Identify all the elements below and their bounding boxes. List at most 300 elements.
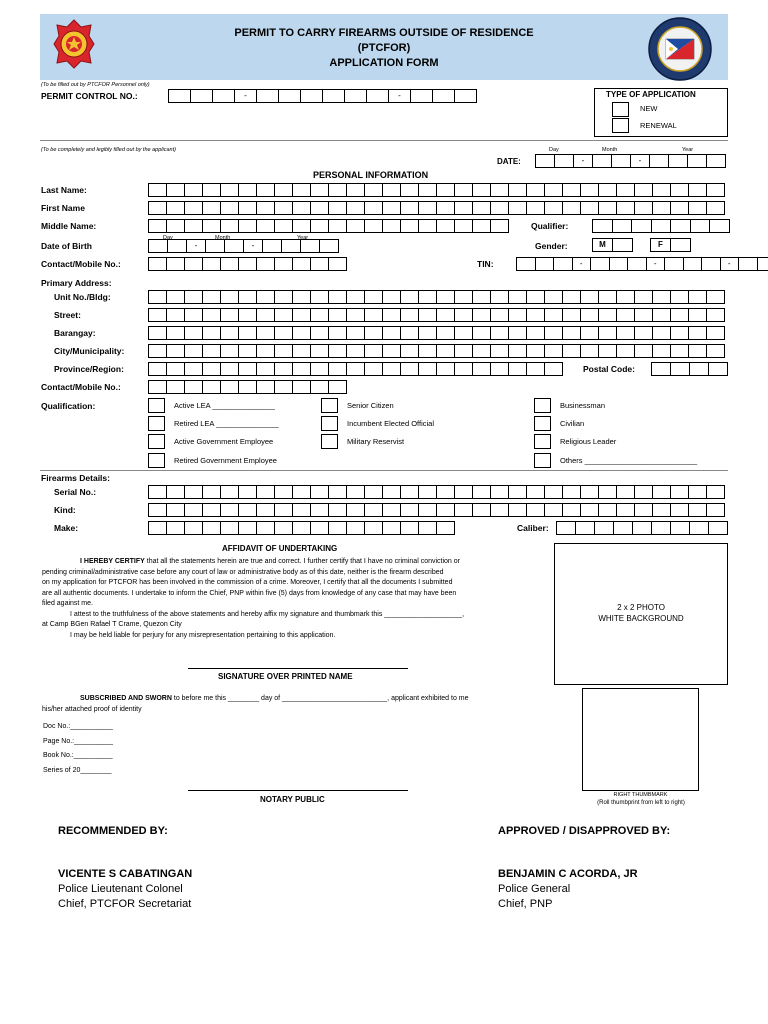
kind-boxes[interactable] [148,503,725,517]
char-box[interactable] [239,257,257,271]
char-box[interactable] [455,308,473,322]
char-box[interactable] [257,308,275,322]
char-box[interactable] [365,183,383,197]
gender-male-box[interactable] [592,238,633,252]
char-box[interactable] [401,290,419,304]
char-box[interactable] [671,219,691,233]
char-box[interactable] [185,344,203,358]
char-box[interactable] [329,290,347,304]
char-box[interactable] [419,485,437,499]
char-box[interactable] [473,219,491,233]
char-box[interactable] [633,521,652,535]
char-box[interactable] [707,503,725,517]
char-box[interactable] [509,201,527,215]
char-box[interactable] [149,380,167,394]
char-box[interactable] [689,308,707,322]
char-box[interactable] [275,219,293,233]
char-box[interactable] [169,89,191,103]
char-box[interactable] [527,290,545,304]
char-box[interactable] [635,183,653,197]
char-box[interactable] [671,485,689,499]
char-box[interactable] [437,183,455,197]
char-box[interactable] [311,183,329,197]
char-box[interactable] [536,257,555,271]
char-box[interactable] [311,380,329,394]
char-box[interactable] [257,201,275,215]
char-box[interactable] [401,503,419,517]
char-box[interactable] [149,344,167,358]
char-box[interactable] [689,344,707,358]
char-box[interactable] [581,485,599,499]
char-box[interactable] [239,308,257,322]
char-box[interactable] [167,521,185,535]
char-box[interactable] [491,362,509,376]
char-box[interactable] [599,183,617,197]
char-box[interactable] [527,183,545,197]
char-box[interactable] [671,290,689,304]
char-box[interactable] [206,239,225,253]
char-box[interactable] [365,290,383,304]
char-box[interactable] [311,362,329,376]
char-box[interactable] [690,521,709,535]
char-box[interactable] [167,201,185,215]
char-box[interactable] [167,183,185,197]
char-box[interactable] [185,380,203,394]
char-box[interactable] [185,521,203,535]
char-box[interactable] [203,290,221,304]
gender-female-cell[interactable]: F [651,238,671,252]
char-box[interactable] [167,257,185,271]
char-box[interactable] [347,344,365,358]
char-box[interactable] [329,201,347,215]
char-box[interactable] [545,201,563,215]
char-box[interactable] [239,219,257,233]
notary-signature-line[interactable] [188,790,408,791]
char-box[interactable] [473,485,491,499]
dob-boxes[interactable] [148,239,339,253]
char-box[interactable] [185,326,203,340]
char-box[interactable] [491,290,509,304]
char-box[interactable] [527,326,545,340]
char-box[interactable] [599,308,617,322]
char-box[interactable] [635,503,653,517]
char-box[interactable] [554,257,573,271]
char-box[interactable] [545,503,563,517]
char-box[interactable] [345,89,367,103]
char-box[interactable] [581,183,599,197]
char-box[interactable] [225,239,244,253]
char-box[interactable] [329,326,347,340]
char-box[interactable] [185,290,203,304]
char-box[interactable] [221,503,239,517]
char-box[interactable] [149,503,167,517]
gender-female-check[interactable] [671,238,691,252]
char-box[interactable] [652,219,672,233]
permit-control-boxes[interactable] [168,89,477,103]
char-box[interactable] [275,503,293,517]
gender-male-cell[interactable]: M [593,238,613,252]
char-box[interactable] [282,239,301,253]
char-box[interactable] [437,326,455,340]
char-box[interactable] [185,257,203,271]
char-box[interactable] [257,290,275,304]
char-box[interactable] [653,183,671,197]
char-box[interactable] [149,219,167,233]
char-box[interactable] [419,362,437,376]
char-box[interactable] [239,503,257,517]
others-checkbox[interactable] [534,453,551,468]
barangay-boxes[interactable] [148,326,725,340]
char-box[interactable] [509,290,527,304]
char-box[interactable] [293,503,311,517]
char-box[interactable] [383,362,401,376]
char-box[interactable] [275,290,293,304]
char-box[interactable] [149,326,167,340]
char-box[interactable] [491,344,509,358]
char-box[interactable] [671,362,690,376]
char-box[interactable] [632,219,652,233]
char-box[interactable] [185,362,203,376]
char-box[interactable] [203,380,221,394]
char-box[interactable] [527,362,545,376]
char-box[interactable] [203,201,221,215]
char-box[interactable] [473,308,491,322]
char-box[interactable] [437,290,455,304]
char-box[interactable] [411,89,433,103]
elected-official-checkbox[interactable] [321,416,338,431]
char-box[interactable] [473,326,491,340]
char-box[interactable] [311,326,329,340]
thumbmark-box[interactable] [582,688,699,791]
char-box[interactable] [599,485,617,499]
char-box[interactable] [563,344,581,358]
char-box[interactable] [614,521,633,535]
contact2-boxes[interactable] [148,380,347,394]
char-box[interactable] [239,326,257,340]
middle-name-boxes[interactable] [148,219,509,233]
active-lea-checkbox[interactable] [148,398,165,413]
char-box[interactable] [329,219,347,233]
char-box[interactable] [203,485,221,499]
char-box[interactable] [612,154,631,168]
char-box[interactable] [293,485,311,499]
char-box[interactable] [491,219,509,233]
char-box[interactable] [221,326,239,340]
char-box[interactable] [203,344,221,358]
char-box[interactable] [293,290,311,304]
char-box[interactable] [563,201,581,215]
civilian-checkbox[interactable] [534,416,551,431]
char-box[interactable] [401,308,419,322]
char-box[interactable] [365,219,383,233]
char-box[interactable] [455,290,473,304]
char-box[interactable] [221,290,239,304]
char-box[interactable] [473,503,491,517]
char-box[interactable] [329,344,347,358]
char-box[interactable] [437,521,455,535]
char-box[interactable] [599,326,617,340]
char-box[interactable] [653,485,671,499]
char-box[interactable] [473,362,491,376]
char-box[interactable] [710,219,730,233]
char-box[interactable] [167,503,185,517]
char-box[interactable] [168,239,187,253]
char-box[interactable] [653,290,671,304]
postal-boxes[interactable] [651,362,728,376]
char-box[interactable] [383,290,401,304]
char-box[interactable] [347,290,365,304]
senior-citizen-checkbox[interactable] [321,398,338,413]
char-box[interactable] [311,308,329,322]
char-box[interactable] [401,326,419,340]
char-box[interactable] [555,154,574,168]
char-box[interactable] [347,326,365,340]
char-box[interactable] [671,326,689,340]
char-box[interactable] [347,485,365,499]
char-box[interactable] [527,201,545,215]
char-box[interactable] [581,344,599,358]
char-box[interactable] [563,308,581,322]
char-box[interactable] [563,503,581,517]
char-box[interactable] [203,308,221,322]
char-box[interactable] [293,362,311,376]
char-box[interactable] [491,485,509,499]
char-box[interactable] [671,201,689,215]
char-box[interactable] [671,308,689,322]
char-box[interactable] [689,183,707,197]
char-box[interactable] [652,521,671,535]
char-box[interactable] [257,257,275,271]
char-box[interactable] [149,239,168,253]
char-box[interactable] [591,257,610,271]
char-box[interactable] [419,308,437,322]
renewal-checkbox[interactable] [612,118,629,133]
char-box[interactable] [167,344,185,358]
char-box[interactable] [599,290,617,304]
char-box[interactable] [311,290,329,304]
char-box[interactable] [653,344,671,358]
char-box[interactable] [635,290,653,304]
first-name-boxes[interactable] [148,201,725,215]
char-box[interactable] [671,503,689,517]
char-box[interactable] [257,362,275,376]
char-box[interactable] [509,183,527,197]
char-box[interactable] [383,521,401,535]
religious-leader-checkbox[interactable] [534,434,551,449]
char-box[interactable] [185,308,203,322]
char-box[interactable] [365,503,383,517]
char-box[interactable] [275,380,293,394]
char-box[interactable] [221,219,239,233]
char-box[interactable] [437,344,455,358]
char-box[interactable] [365,344,383,358]
char-box[interactable] [329,521,347,535]
char-box[interactable] [671,183,689,197]
char-box[interactable] [581,201,599,215]
char-box[interactable] [509,344,527,358]
char-box[interactable] [167,362,185,376]
char-box[interactable] [383,326,401,340]
char-box[interactable] [347,219,365,233]
char-box[interactable] [293,183,311,197]
char-box[interactable] [311,257,329,271]
char-box[interactable] [689,485,707,499]
char-box[interactable] [383,485,401,499]
char-box[interactable] [563,183,581,197]
char-box[interactable] [293,308,311,322]
char-box[interactable] [581,326,599,340]
char-box[interactable] [473,290,491,304]
char-box[interactable] [311,485,329,499]
char-box[interactable] [149,201,167,215]
char-box[interactable] [239,485,257,499]
char-box[interactable] [329,183,347,197]
char-box[interactable] [617,503,635,517]
char-box[interactable] [455,89,477,103]
char-box[interactable] [221,257,239,271]
char-box[interactable] [437,219,455,233]
char-box[interactable] [347,503,365,517]
char-box[interactable] [689,503,707,517]
caliber-boxes[interactable] [556,521,728,535]
char-box[interactable] [323,89,345,103]
char-box[interactable] [509,485,527,499]
char-box[interactable] [167,485,185,499]
char-box[interactable] [383,201,401,215]
char-box[interactable] [509,503,527,517]
char-box[interactable] [690,362,709,376]
retired-lea-checkbox[interactable] [148,416,165,431]
char-box[interactable] [257,503,275,517]
char-box[interactable] [653,326,671,340]
char-box[interactable] [293,219,311,233]
char-box[interactable] [149,485,167,499]
char-box[interactable] [617,344,635,358]
char-box[interactable] [455,201,473,215]
char-box[interactable] [221,380,239,394]
char-box[interactable] [301,89,323,103]
char-box[interactable] [347,183,365,197]
char-box[interactable] [329,485,347,499]
char-box[interactable] [185,485,203,499]
char-box[interactable] [365,485,383,499]
char-box[interactable] [275,308,293,322]
char-box[interactable] [684,257,703,271]
char-box[interactable] [545,344,563,358]
char-box[interactable] [275,326,293,340]
char-box[interactable] [709,521,728,535]
char-box[interactable] [185,201,203,215]
char-box[interactable] [473,344,491,358]
char-box[interactable] [527,485,545,499]
char-box[interactable] [707,183,725,197]
char-box[interactable] [455,503,473,517]
char-box[interactable] [221,201,239,215]
retired-gov-checkbox[interactable] [148,453,165,468]
char-box[interactable] [671,344,689,358]
char-box[interactable] [581,503,599,517]
char-box[interactable] [613,219,633,233]
char-box[interactable] [563,485,581,499]
char-box[interactable] [581,290,599,304]
make-boxes[interactable] [148,521,455,535]
char-box[interactable] [455,485,473,499]
char-box[interactable] [239,290,257,304]
char-box[interactable] [203,503,221,517]
char-box[interactable] [401,521,419,535]
char-box[interactable] [401,485,419,499]
char-box[interactable] [257,344,275,358]
char-box[interactable] [149,362,167,376]
char-box[interactable] [455,219,473,233]
char-box[interactable] [689,201,707,215]
char-box[interactable] [365,362,383,376]
char-box[interactable] [167,308,185,322]
char-box[interactable] [383,503,401,517]
gender-female-box[interactable] [650,238,691,252]
char-box[interactable] [617,201,635,215]
char-box[interactable] [652,362,671,376]
char-box[interactable] [311,201,329,215]
new-checkbox[interactable] [612,102,629,117]
char-box[interactable] [545,485,563,499]
char-box[interactable] [257,89,279,103]
char-box[interactable] [455,344,473,358]
char-box[interactable] [593,219,613,233]
char-box[interactable] [275,344,293,358]
tin-boxes[interactable] [516,257,768,271]
char-box[interactable] [557,521,576,535]
char-box[interactable] [527,344,545,358]
char-box[interactable] [433,89,455,103]
char-box[interactable] [545,183,563,197]
char-box[interactable] [293,380,311,394]
char-box[interactable] [665,257,684,271]
char-box[interactable] [275,201,293,215]
char-box[interactable] [473,183,491,197]
char-box[interactable] [329,503,347,517]
char-box[interactable] [383,219,401,233]
char-box[interactable] [203,362,221,376]
char-box[interactable] [311,503,329,517]
char-box[interactable] [149,183,167,197]
char-box[interactable] [419,183,437,197]
signature-line[interactable] [188,668,408,669]
char-box[interactable] [257,219,275,233]
char-box[interactable] [257,183,275,197]
unit-boxes[interactable] [148,290,725,304]
char-box[interactable] [257,380,275,394]
serial-boxes[interactable] [148,485,725,499]
char-box[interactable] [401,362,419,376]
char-box[interactable] [347,521,365,535]
char-box[interactable] [593,154,612,168]
char-box[interactable] [599,344,617,358]
char-box[interactable] [635,201,653,215]
char-box[interactable] [293,326,311,340]
char-box[interactable] [401,201,419,215]
char-box[interactable] [293,344,311,358]
char-box[interactable] [203,326,221,340]
char-box[interactable] [617,183,635,197]
char-box[interactable] [527,503,545,517]
char-box[interactable] [599,201,617,215]
char-box[interactable] [167,219,185,233]
char-box[interactable] [581,308,599,322]
char-box[interactable] [653,503,671,517]
char-box[interactable] [365,201,383,215]
char-box[interactable] [527,308,545,322]
